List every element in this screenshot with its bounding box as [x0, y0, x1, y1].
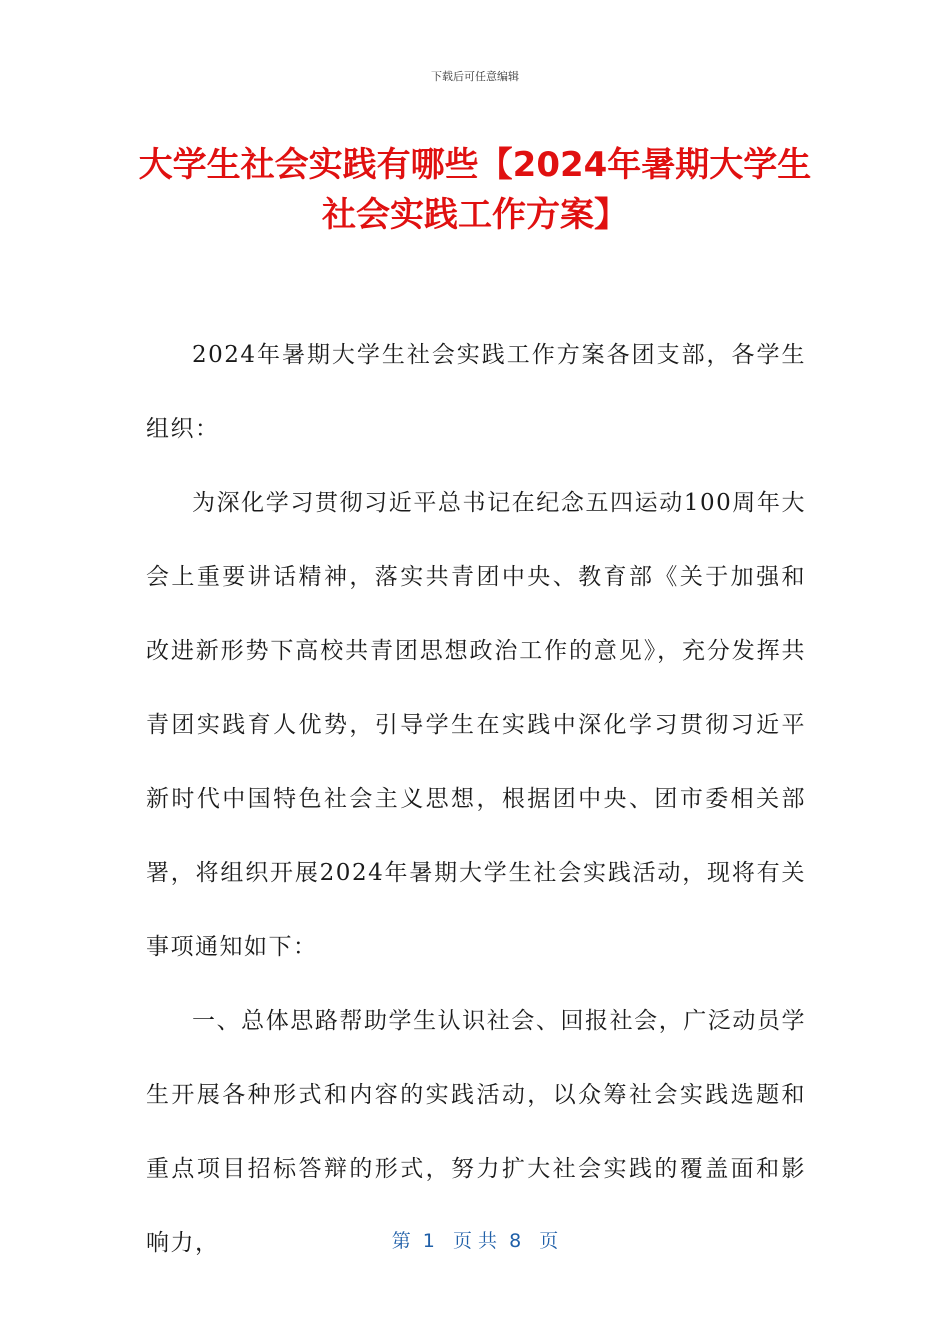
paragraph-salutation: 2024年暑期大学生社会实践工作方案各团支部，各学生组织：: [146, 342, 806, 442]
title-line-1: 大学生社会实践有哪些【2024年暑期大学生: [138, 145, 812, 185]
document-body: [146, 318, 806, 1280]
page-footer: 第 1 页 共 8 页: [391, 1230, 559, 1252]
title-line-2: 社会实践工作方案】: [322, 195, 628, 235]
document-title: [120, 140, 830, 240]
header-note: 下载后可任意编辑: [431, 70, 519, 83]
paragraph-purpose: 为深化学习贯彻习近平总书记在纪念五四运动100周年大会上重要讲话精神，落实共青团中央、教育部《关于加强和改进新形势下高校共青团思想政治工作的意见》，充分发挥共青团实践育人优势，引导学生在实践中深化学习贯彻习近平新时代中国特色社会主义思想，根据团中央、团市委相关部署，将组织开展2024年暑期大学生社会实践活动，现将有关事项通知如下：: [146, 490, 806, 960]
paragraph-section-one: 一、总体思路帮助学生认识社会、回报社会，广泛动员学生开展各种形式和内容的实践活动，以众筹社会实践选题和重点项目招标答辩的形式，努力扩大社会实践的覆盖面和影响力，: [146, 1008, 806, 1256]
